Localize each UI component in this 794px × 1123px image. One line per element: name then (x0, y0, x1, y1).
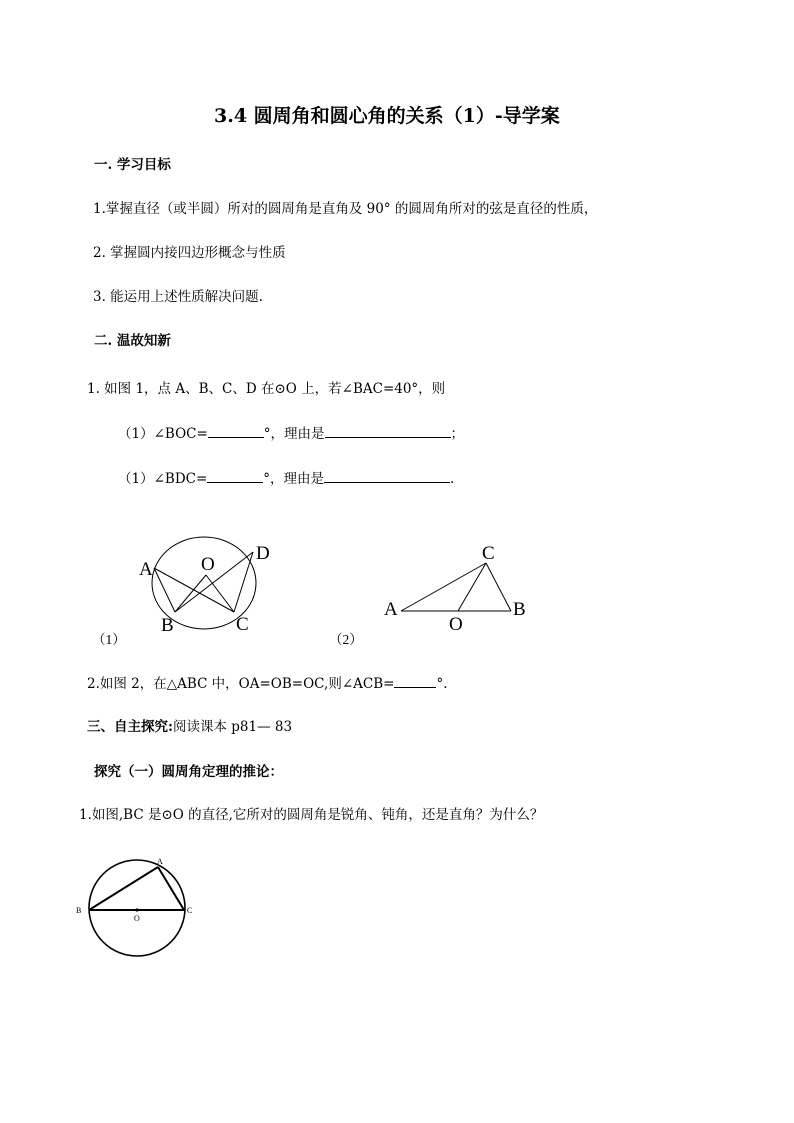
section3-question1: 1.如图,BC 是⊙O 的直径,它所对的圆周角是锐角、钝角，还是直角？为什么？ (79, 807, 544, 823)
objective-item-3: 3. 能运用上述性质解决问题. (93, 289, 263, 305)
figure-3 (89, 860, 185, 956)
sub2-reason-label: °，理由是 (263, 471, 325, 487)
figure1-label-o: O (201, 554, 215, 575)
figure2-label-b: B (513, 599, 526, 620)
question1-stem: 1. 如图 1，点 A、B、C、D 在⊙O 上，若∠BAC=40°，则 (87, 381, 446, 397)
figure2-label-a: A (384, 599, 398, 620)
page-title: 3.4 圆周角和圆心角的关系（1）-导学案 (214, 105, 560, 127)
figure1-label-b: B (161, 615, 174, 636)
figure2-caption: （2） (329, 632, 363, 647)
sub2-end: . (450, 471, 455, 487)
objective-item-2: 2. 掌握圆内接四边形概念与性质 (93, 245, 286, 261)
section1-heading: 一. 学习目标 (94, 157, 171, 173)
figure2-label-o: O (449, 614, 463, 635)
figure3-segment-ba (89, 867, 158, 910)
figure2-segment-cb (486, 563, 511, 611)
objective-item-1: 1.掌握直径（或半圆）所对的圆周角是直角及 90° 的圆周角所对的弦是直径的性质， (93, 201, 598, 217)
figure3-circle (89, 860, 185, 956)
sub1-label: （1）∠BOC= (118, 426, 208, 442)
sub2-label: （1）∠BDC= (118, 471, 208, 487)
question2-end: °. (436, 676, 448, 692)
figure1-caption: （1） (92, 632, 126, 647)
figure3-label-b: B (76, 906, 82, 915)
figure1-segment-oc (206, 575, 234, 612)
figure3-center-dot (135, 908, 138, 911)
figure3-label-a: A (157, 857, 163, 866)
figure2-segment-ac (401, 563, 486, 611)
section3-heading: 三、自主探究: (87, 719, 173, 735)
question2-text: 2.如图 2，在△ABC 中，OA=OB=OC,则∠ACB= (87, 676, 395, 692)
sub1-reason-label: °，理由是 (263, 426, 325, 442)
section2-heading: 二. 温故知新 (94, 333, 171, 349)
figure1-segment-ab (154, 568, 175, 612)
section3-subheading: 探究（一）圆周角定理的推论： (94, 764, 283, 780)
figure1-label-a: A (139, 559, 153, 580)
figure-2 (401, 563, 511, 611)
figure2-label-c: C (482, 543, 495, 564)
figure1-segment-dc (234, 552, 253, 612)
question2 (87, 678, 448, 692)
figure3-label-c: C (187, 906, 193, 915)
section3-heading-rest: 阅读课本 p81— 83 (172, 719, 293, 735)
sub1-end: ； (450, 426, 465, 442)
figure3-label-o: O (134, 914, 140, 923)
figure1-label-d: D (256, 543, 270, 564)
answer-blank-acb[interactable] (394, 687, 436, 688)
section3-heading-line (87, 721, 292, 735)
figure2-segment-oc (458, 563, 486, 611)
figure1-label-c: C (236, 614, 249, 635)
